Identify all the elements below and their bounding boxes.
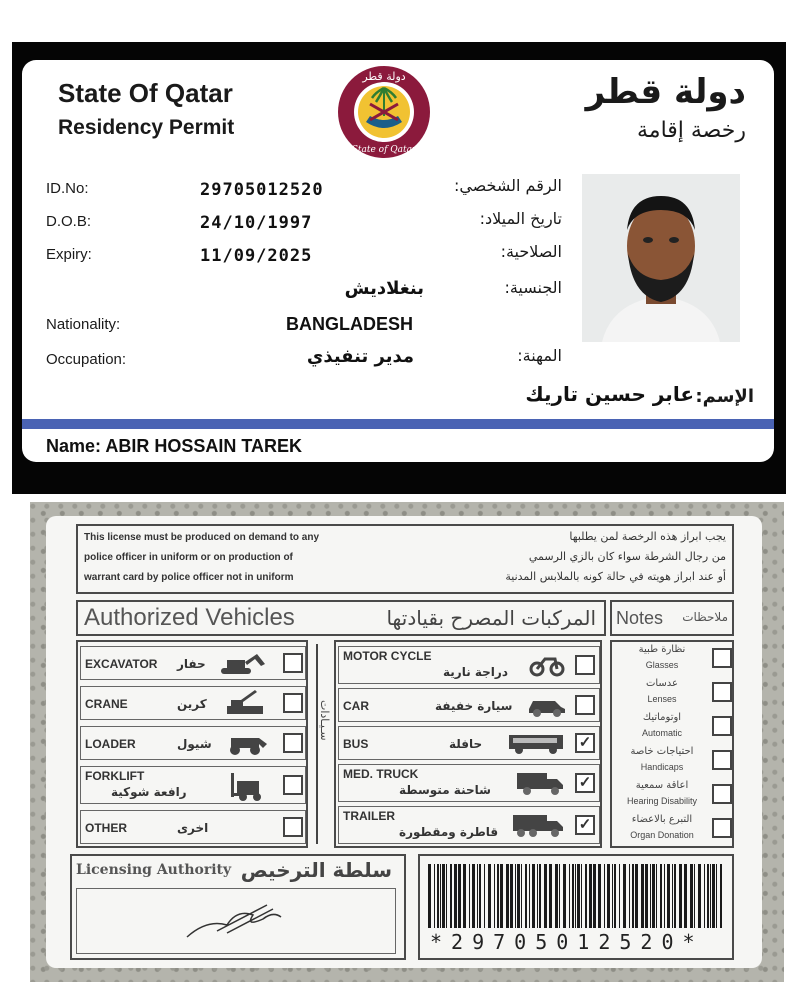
checkbox[interactable]: ✓ [575, 733, 595, 753]
barcode-bar [532, 864, 535, 928]
barcode-bar [555, 864, 558, 928]
vehicle-row: FORKLIFT رافعة شوكية [80, 766, 306, 804]
barcode-bar [656, 864, 657, 928]
barcode-bar [437, 864, 439, 928]
vehicle-row: MOTOR CYCLE دراجة نارية [338, 646, 600, 684]
nationality-label: Nationality: [46, 316, 121, 333]
barcode-bar [598, 864, 601, 928]
vehicle-row: CAR سيارة خفيفة [338, 688, 600, 722]
expiry-label-ar: الصلاحية: [500, 242, 562, 261]
dob-label-ar: تاريخ الميلاد: [479, 209, 562, 228]
blue-stripe [22, 419, 774, 429]
name-value-ar: عابر حسين تاريك [525, 382, 694, 406]
barcode-bar [619, 864, 620, 928]
note-item: عدسات Lenses [645, 678, 679, 704]
notice-line-2: police officer in uniform or on production of [84, 552, 293, 563]
nationality-value: BANGLADESH [286, 314, 414, 334]
notes-title-ar: ملاحظات [682, 610, 728, 624]
vehicle-row: EXCAVATOR حفار [80, 646, 306, 680]
barcode-bar [672, 864, 673, 928]
notes-panel [610, 640, 734, 848]
checkbox[interactable] [712, 784, 732, 804]
nationality-label-ar: الجنسية: [504, 278, 562, 297]
licensing-title: Licensing Authority [76, 862, 232, 878]
barcode-bar [712, 864, 715, 928]
barcode-bar [440, 864, 441, 928]
truck-icon [515, 769, 565, 797]
vehicle-row: LOADER شيول [80, 726, 306, 760]
loader-icon [223, 730, 269, 756]
notes-title: Notes [616, 608, 664, 628]
crane-icon [223, 690, 269, 716]
barcode-bar [539, 864, 541, 928]
barcode-bar [442, 864, 445, 928]
barcode-bar [612, 864, 613, 928]
barcode-bar [572, 864, 574, 928]
expiry-label: Expiry: [46, 246, 92, 263]
checkbox[interactable] [712, 716, 732, 736]
barcode-bar [506, 864, 509, 928]
barcode-bar [575, 864, 576, 928]
barcode-bar [446, 864, 447, 928]
barcode-bar [684, 864, 687, 928]
barcode-bar [479, 864, 481, 928]
mid-vehicles-panel [334, 640, 602, 848]
barcode-bar [679, 864, 682, 928]
barcode-bar [593, 864, 596, 928]
barcode-bar [450, 864, 452, 928]
barcode-bar [454, 864, 457, 928]
authorized-title: Authorized Vehicles [84, 604, 295, 631]
barcode-bar [690, 864, 693, 928]
notice-line-3: warrant card by police officer not in uniform [84, 572, 294, 583]
id-label-ar: الرقم الشخصي: [453, 176, 562, 195]
barcode-bar [515, 864, 516, 928]
barcode-bar [563, 864, 566, 928]
checkbox[interactable] [712, 750, 732, 770]
dob-value: 24/10/1997 [200, 213, 313, 233]
emblem-text-bottom: State of Qatar [351, 145, 417, 155]
car-icon [525, 693, 567, 717]
vertical-divider [312, 640, 330, 848]
notes-header [610, 600, 734, 636]
notice-ar-line-3: أو عند ابراز هويته في حالة كونه بالملابس المدنية [505, 570, 726, 583]
occupation-label: Occupation: [46, 351, 127, 368]
nationality-value-ar: بنغلاديش [344, 278, 424, 299]
barcode-bar [458, 864, 461, 928]
barcode-bar [500, 864, 503, 928]
expiry-value: 11/09/2025 [200, 246, 313, 266]
checkbox[interactable] [283, 693, 303, 713]
barcode-bar [581, 864, 582, 928]
barcode-bar [434, 864, 435, 928]
note-item: احتياجات خاصة Handicaps [630, 746, 694, 772]
vehicle-row: MED. TRUCK شاحنة متوسطة ✓ [338, 764, 600, 802]
notice-ar-line-2: من رجال الشرطة سواء كان بالزي الرسمي [528, 550, 726, 563]
name-value: ABIR HOSSAIN TAREK [105, 436, 303, 456]
barcode-bar [537, 864, 538, 928]
barcode-bar [710, 864, 711, 928]
barcode-icon [428, 864, 726, 928]
barcode-bar [577, 864, 580, 928]
barcode-bar [650, 864, 651, 928]
barcode-bar [623, 864, 626, 928]
note-item: اعاقة سمعية Hearing Disability [626, 780, 698, 806]
barcode-bar [544, 864, 547, 928]
barcode-bar [629, 864, 630, 928]
barcode-bar [510, 864, 513, 928]
id-value: 29705012520 [200, 180, 324, 200]
signature-icon [77, 889, 393, 951]
notice-ar-line-1: يجب ابراز هذه الرخصة لمن يطلبها [569, 530, 726, 543]
checkbox[interactable] [712, 682, 732, 702]
barcode-bar [521, 864, 522, 928]
barcode-bar [645, 864, 648, 928]
barcode-bar [549, 864, 552, 928]
barcode-bar [484, 864, 485, 928]
residency-permit-front [22, 60, 774, 462]
checkbox[interactable]: ✓ [575, 773, 595, 793]
barcode-bar [720, 864, 722, 928]
motorcycle-icon [529, 651, 565, 677]
checkbox[interactable] [575, 655, 595, 675]
barcode-bar [529, 864, 530, 928]
vehicle-row: BUS حافلة ✓ [338, 726, 600, 760]
barcode-bar [704, 864, 705, 928]
barcode-bar [488, 864, 491, 928]
checkbox[interactable] [283, 817, 303, 837]
barcode-number: *29705012520* [430, 930, 704, 954]
licensing-authority-box [70, 854, 406, 960]
barcode-bar [472, 864, 475, 928]
left-vehicles-panel [76, 640, 308, 848]
barcode-bar [652, 864, 655, 928]
checkbox[interactable] [712, 818, 732, 838]
barcode-bar [494, 864, 495, 928]
checkbox[interactable] [575, 695, 595, 715]
barcode-bar [559, 864, 560, 928]
checkbox[interactable] [283, 775, 303, 795]
excavator-icon [217, 650, 269, 676]
barcode-bar [607, 864, 610, 928]
barcode-bar [667, 864, 670, 928]
barcode-bar [497, 864, 499, 928]
barcode-bar [632, 864, 634, 928]
note-item: نظارة طبية Glasses [638, 644, 686, 670]
authorized-header [76, 600, 606, 636]
trailer-icon [511, 811, 567, 839]
note-item: اوتوماتيك Automatic [641, 712, 683, 738]
barcode-bar [589, 864, 592, 928]
name-label-ar: الإسم: [695, 386, 754, 407]
barcode-bar [674, 864, 676, 928]
portrait-icon [582, 174, 740, 342]
checkbox[interactable] [283, 733, 303, 753]
authorized-title-ar: المركبات المصرح بقيادتها [386, 606, 596, 630]
vehicle-row: OTHER اخرى [80, 810, 306, 844]
barcode-bar [428, 864, 431, 928]
qatar-emblem-icon [336, 64, 432, 160]
checkbox[interactable] [283, 653, 303, 673]
vehicle-row: TRAILER قاطرة ومقطورة ✓ [338, 806, 600, 844]
driving-license-back [46, 516, 762, 968]
barcode-bar [463, 864, 466, 928]
barcode-bar [698, 864, 701, 928]
barcode-bar [517, 864, 520, 928]
barcode-bar [694, 864, 695, 928]
barcode-bar [635, 864, 638, 928]
name-row [46, 436, 302, 457]
checkbox[interactable]: ✓ [575, 815, 595, 835]
vertical-label-ar: سـيـادات [318, 700, 331, 741]
barcode-bar [525, 864, 527, 928]
barcode-bar [664, 864, 665, 928]
signature-field [76, 888, 396, 954]
emblem-text-top: دولة قطر [362, 70, 406, 83]
permit-title-ar: رخصة إقامة [636, 118, 746, 143]
permit-title: Residency Permit [58, 116, 235, 139]
barcode-bar [660, 864, 662, 928]
state-title: State Of Qatar [58, 78, 233, 108]
barcode-bar [469, 864, 470, 928]
bus-icon [507, 731, 567, 755]
barcode-bar [604, 864, 605, 928]
name-label: Name: [46, 436, 102, 456]
notice-box [76, 524, 734, 594]
occupation-label-ar: المهنة: [517, 346, 562, 365]
state-title-ar: دولة قطر [585, 72, 746, 112]
barcode-bar [477, 864, 478, 928]
barcode-bar [641, 864, 644, 928]
barcode-bar [707, 864, 709, 928]
vehicle-row: CRANE كرين [80, 686, 306, 720]
holder-photo [582, 174, 740, 342]
barcode-bar [614, 864, 616, 928]
notice-line-1: This license must be produced on demand to any [84, 532, 320, 543]
dob-label: D.O.B: [46, 213, 92, 230]
barcode-bar [585, 864, 587, 928]
licensing-title-ar: سلطة الترخيص [240, 858, 392, 882]
occupation-value-ar: مدير تنفيذي [306, 346, 414, 367]
note-item: التبرع بالاعضاء Organ Donation [630, 814, 694, 840]
barcode-bar [569, 864, 570, 928]
checkbox[interactable] [712, 648, 732, 668]
barcode-bar [716, 864, 717, 928]
forklift-icon [227, 771, 267, 801]
id-label: ID.No: [46, 180, 89, 197]
